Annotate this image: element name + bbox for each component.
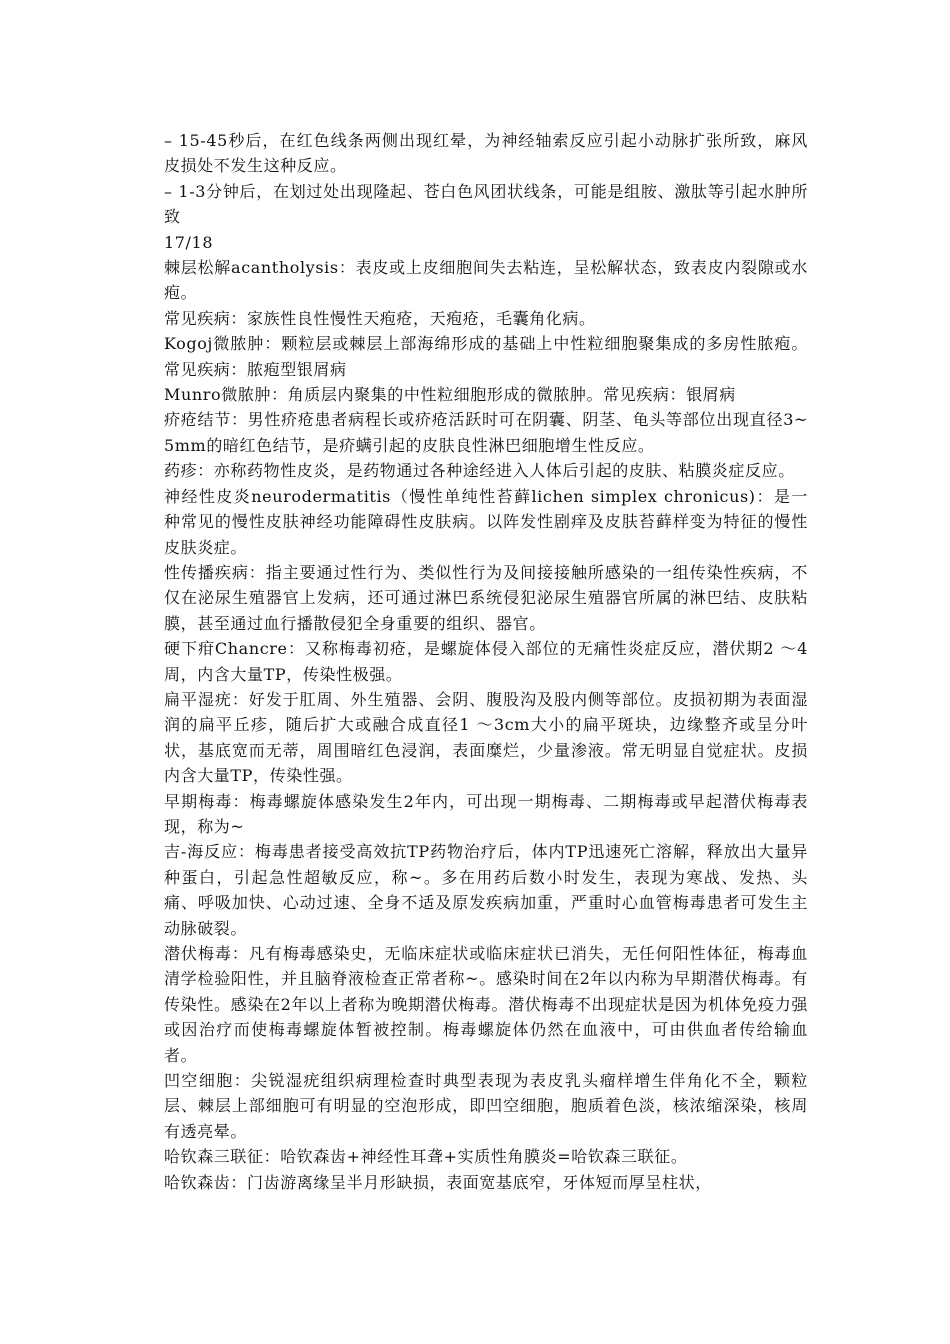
text-paragraph-jarisch-herxheimer: 吉-海反应：梅毒患者接受高效抗TP药物治疗后，体内TP迅速死亡溶解，释放出大量异种蛋白，引起急性超敏反应，称~。多在用药后数小时发生，表现为寒战、发热、头痛、呼吸加快、心动过速、全身不适及原发疾病加重，严重时心血管梅毒患者可发生主动脉破裂。 [164,842,808,938]
text-paragraph-hutchinson-triad: 哈钦森三联征：哈钦森齿+神经性耳聋+实质性角膜炎=哈钦森三联征。 [164,1147,688,1167]
text-paragraph-common-diseases: 常见疾病：家族性良性慢性天疱疮，天疱疮，毛囊角化病。 [164,308,596,328]
text-paragraph-condyloma-lata: 扁平湿疣：好发于肛周、外生殖器、会阴、腹股沟及股内侧等部位。皮损初期为表面湿润的扁平丘疹，随后扩大或融合成直径1 ～3cm大小的扁平斑块，边缘整齐或呈分叶状，基底宽而无蒂，周围暗红色浸润，表面糜烂，少量渗液。常无明显自觉症状。皮损内含大量TP，传染性强。 [164,689,808,786]
text-paragraph-acantholysis: 棘层松解acantholysis：表皮或上皮细胞间失去粘连，呈松解状态，致表皮内裂隙或水疱。 [164,258,808,303]
text-paragraph-hutchinson-teeth: 哈钦森齿：门齿游离缘呈半月形缺损，表面宽基底窄，牙体短而厚呈柱状， [164,1172,712,1192]
text-paragraph-drug-eruption: 药疹：亦称药物性皮炎，是药物通过各种途经进入人体后引起的皮肤、粘膜炎症反应。 [164,461,795,481]
text-paragraph-koilocyte: 凹空细胞：尖锐湿疣组织病理检查时典型表现为表皮乳头瘤样增生伴角化不全，颗粒层、棘层上部细胞可有明显的空泡形成，即凹空细胞，胞质着色淡，核浓缩深染，核周有透亮晕。 [164,1071,808,1141]
text-paragraph-scabies-nodule: 疥疮结节：男性疥疮患者病程长或疥疮活跃时可在阴囊、阴茎、龟头等部位出现直径3~5mm的暗红色结节，是疥螨引起的皮肤良性淋巴细胞增生性反应。 [164,410,808,455]
text-paragraph-early-syphilis: 早期梅毒：梅毒螺旋体感染发生2年内，可出现一期梅毒、二期梅毒或早起潜伏梅毒表现，称为~ [164,791,808,836]
document-page [164,128,808,1195]
text-paragraph-dermographism-wheal: – 1-3分钟后，在划过处出现隆起、苍白色风团状线条，可能是组胺、激肽等引起水肿所致 [164,181,808,227]
text-paragraph-dermographism-red: – 15-45秒后，在红色线条两侧出现红晕，为神经轴索反应引起小动脉扩张所致，麻风皮损处不发生这种反应。 [164,131,808,176]
text-paragraph-chancre: 硬下疳Chancre：又称梅毒初疮，是螺旋体侵入部位的无痛性炎症反应，潜伏期2 ～4周，内含大量TP，传染性极强。 [164,639,808,684]
text-paragraph-munro: Munro微脓肿：角质层内聚集的中性粒细胞形成的微脓肿。常见疾病：银屑病 [164,385,736,405]
text-paragraph-std: 性传播疾病：指主要通过性行为、类似性行为及间接接触所感染的一组传染性疾病，不仅在泌尿生殖器官上发病，还可通过淋巴系统侵犯泌尿生殖器官所属的淋巴结、皮肤粘膜，甚至通过血行播散侵犯全身重要的组织、器官。 [164,562,808,633]
text-paragraph-neurodermatitis: 神经性皮炎neurodermatitis（慢性单纯性苔藓lichen simplex chronicus)：是一种常见的慢性皮肤神经功能障碍性皮肤病。以阵发性剧痒及皮肤苔藓样变为特征的慢性皮肤炎症。 [164,486,808,557]
text-paragraph-kogoj: Kogoj微脓肿：颗粒层或棘层上部海绵形成的基础上中性粒细胞聚集成的多房性脓疱。常见疾病：脓疱型银屑病 [164,334,808,379]
page-number: 17/18 [164,232,214,252]
text-paragraph-latent-syphilis: 潜伏梅毒：凡有梅毒感染史，无临床症状或临床症状已消失，无任何阳性体征，梅毒血清学检验阳性，并且脑脊液检查正常者称~。感染时间在2年以内称为早期潜伏梅毒。有传染性。感染在2年以上者称为晚期潜伏梅毒。潜伏梅毒不出现症状是因为机体免疫力强或因治疗而使梅毒螺旋体暂被控制。梅毒螺旋体仍然在血液中，可由供血者传给输血者。 [164,944,808,1065]
